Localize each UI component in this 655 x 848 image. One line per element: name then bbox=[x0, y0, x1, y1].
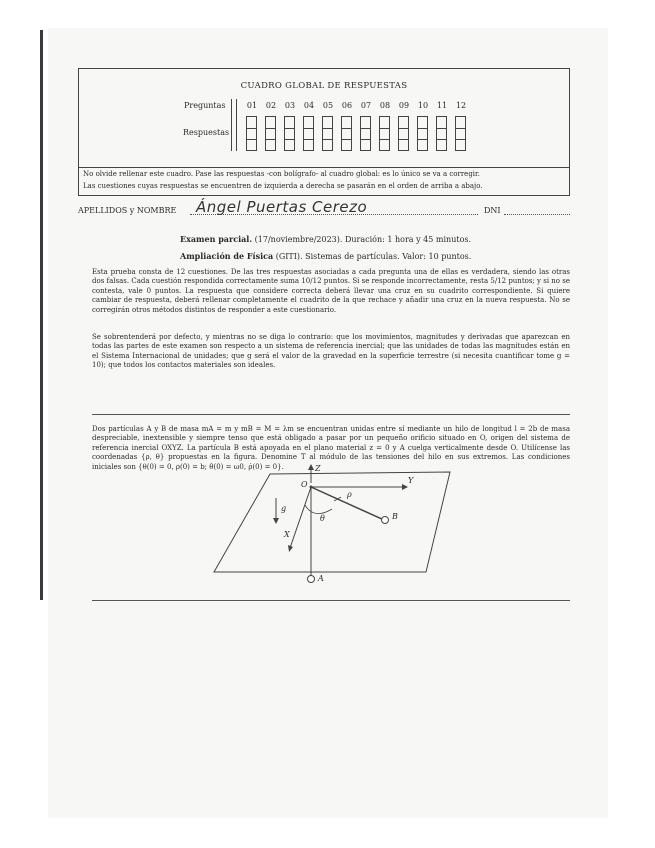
preguntas-label: Preguntas bbox=[184, 101, 226, 110]
question-number: 03 bbox=[284, 101, 296, 110]
exam-date-duration: (17/noviembre/2023). Duración: 1 hora y 45 minutos. bbox=[252, 235, 472, 244]
question-number: 01 bbox=[246, 101, 258, 110]
label-o: O bbox=[301, 480, 308, 489]
exam-type: Examen parcial. bbox=[180, 234, 253, 244]
question-number: 11 bbox=[436, 101, 448, 110]
question-number: 04 bbox=[303, 101, 315, 110]
question-number: 10 bbox=[417, 101, 429, 110]
respuestas-label: Respuestas bbox=[183, 128, 230, 137]
x-arrowhead bbox=[288, 545, 293, 552]
x-axis bbox=[290, 487, 311, 548]
course-name: Ampliación de Física bbox=[180, 251, 274, 261]
name-label: APELLIDOS y NOMBRE bbox=[78, 206, 177, 215]
answer-grid-title: CUADRO GLOBAL DE RESPUESTAS bbox=[240, 81, 408, 91]
label-z: Z bbox=[315, 464, 321, 473]
grid-note-1: No olvide rellenar este cuadro. Pase las respuestas -con bolígrafo- al cuadro global: es lo único se va a corregir. bbox=[83, 170, 480, 178]
label-g: g bbox=[281, 504, 287, 513]
label-rho: ρ bbox=[347, 490, 352, 499]
question-number: 06 bbox=[341, 101, 353, 110]
problem-statement: Dos partículas A y B de masa mA = m y mB = M = λm se encuentran unidas entre sí mediante un hilo de longitud l = 2b de masa despreciable, inextensible y siempre tenso que está obligado a pasar por un pequeño orificio situado en O, origen del sistema de referencia inercial OXYZ. La partícula B está apoyada en el plano material z = 0 y A cuelga verticalmente desde O. Utilícense las coordenadas {ρ, θ} propuestas en la figura. Denomine T al módulo de las tensiones del hilo en sus extremos. Las condiciones iniciales son {θ(0) = 0, ρ(0) = b; θ̇(0) = ω0, ρ̇(0) = 0}. bbox=[92, 425, 570, 471]
label-x: X bbox=[284, 530, 290, 539]
origin-point bbox=[310, 486, 313, 489]
question-number: 07 bbox=[360, 101, 372, 110]
dni-label: DNI bbox=[484, 206, 501, 215]
particle-b bbox=[382, 517, 389, 524]
z-arrowhead bbox=[308, 464, 314, 470]
label-y: Y bbox=[408, 476, 414, 485]
question-number: 09 bbox=[398, 101, 410, 110]
label-a: A bbox=[318, 574, 324, 583]
question-number: 02 bbox=[265, 101, 277, 110]
instructions-paragraph-1: Esta prueba consta de 12 cuestiones. De las tres respuestas asociadas a cada pregunta una de ellas es verdadera, siendo las otras dos falsas. Cada cuestión respondida correctamente suma 10/12 puntos. Si se responde incorrectamente, resta 5/12 puntos; y si no se contesta, vale 0 puntos. La respuesta que considere correcta deberá llevar una cruz en su cuadrito correspondiente. Si quiere cambiar de respuesta, deberá rellenar completamente el cuadrito de la que rechace y añadir una cruz en la nueva respuesta. No se corregirán otros métodos distintos de responder a este cuestionario. bbox=[92, 268, 570, 314]
theta-arc bbox=[305, 505, 332, 514]
particle-a bbox=[308, 576, 315, 583]
handwritten-name: Ángel Puertas Cerezo bbox=[196, 198, 368, 216]
question-number: 08 bbox=[379, 101, 391, 110]
gravity-arrowhead bbox=[273, 518, 279, 524]
label-b: B bbox=[392, 512, 398, 521]
course-details: (GITI). Sistemas de partículas. Valor: 10 puntos. bbox=[273, 252, 472, 261]
grid-note-2: Las cuestiones cuyas respuestas se encuentren de izquierda a derecha se pasarán en el orden de arriba a abajo. bbox=[83, 182, 483, 190]
question-number: 05 bbox=[322, 101, 334, 110]
bottom-divider bbox=[92, 600, 570, 601]
question-number: 12 bbox=[455, 101, 467, 110]
instructions-paragraph-2: Se sobrentenderá por defecto, y mientras no se diga lo contrario: que los movimientos, magnitudes y derivadas que aparezcan en todas las partes de este examen son respecto a un sistema de referencia inercial; que las unidades de todas las magnitudes están en el Sistema Internacional de unidades; que g será el valor de la gravedad en la superficie terrestre (si necesita cuantificar tome g = 10); que todos los contactos materiales son ideales. bbox=[92, 333, 570, 370]
label-theta: θ bbox=[320, 514, 325, 523]
